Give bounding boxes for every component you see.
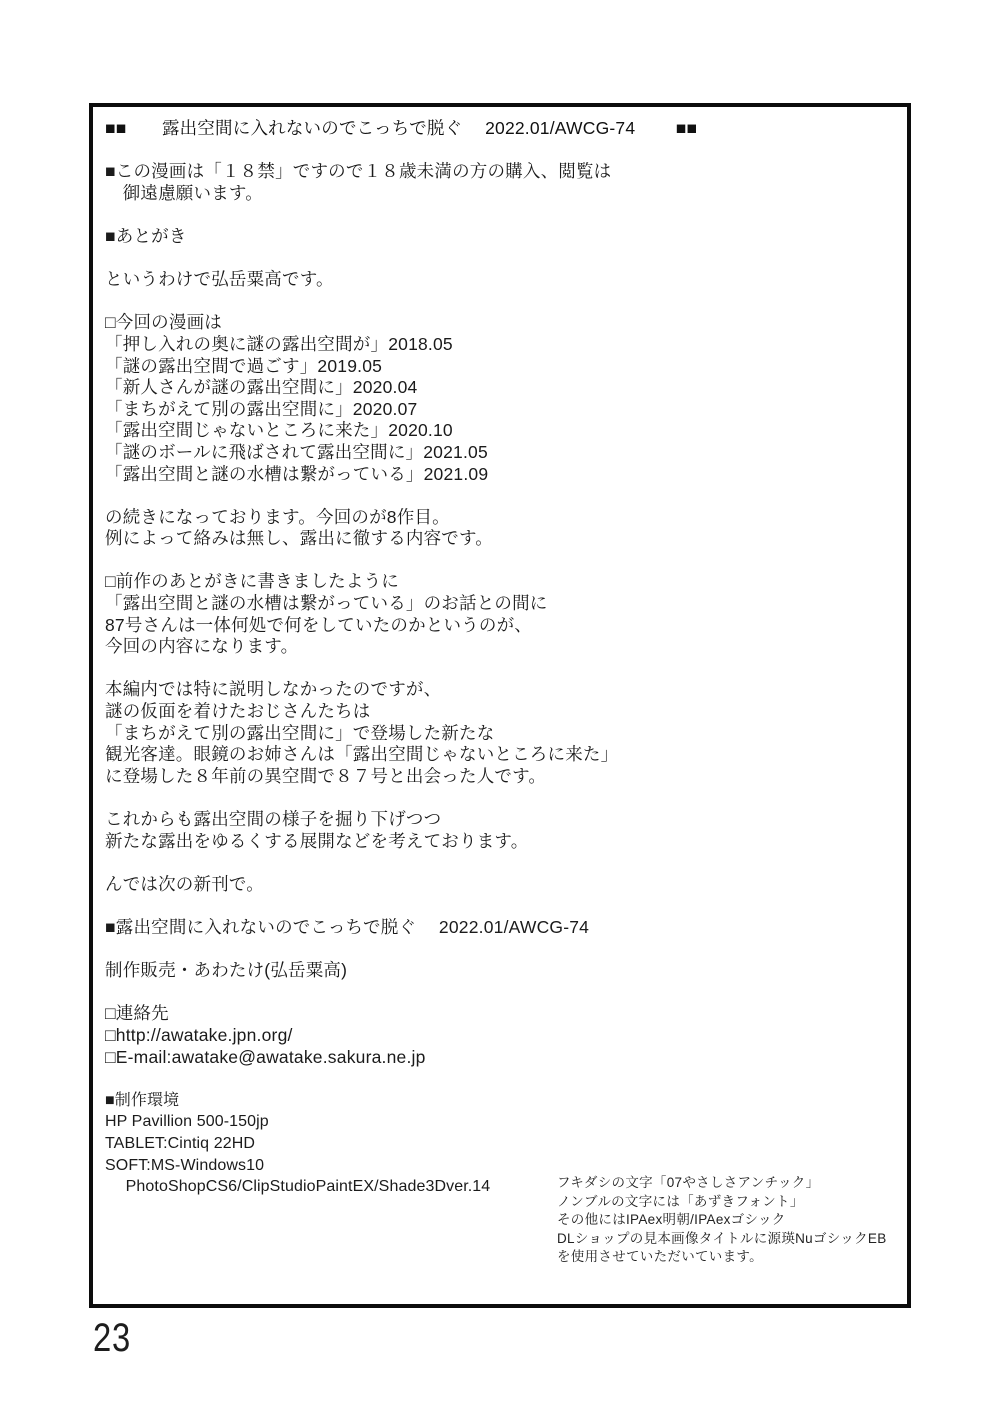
- text-line: んでは次の新刊で。: [105, 873, 264, 894]
- font-credit-line: ノンブルの文字には「あずきフォント」: [557, 1193, 804, 1209]
- production-line: ■制作環境: [105, 1091, 180, 1109]
- text-line: □http://awatake.jpn.org/: [105, 1024, 293, 1045]
- text-line: [105, 895, 893, 917]
- text-line: 「謎の露出空間で過ごす」2019.05: [105, 355, 383, 376]
- text-line: [105, 248, 893, 270]
- production-line: PhotoShopCS6/ClipStudioPaintEX/Shade3Dver.14: [105, 1178, 491, 1196]
- font-credit-line: DLショップの見本画像タイトルに源瑛NuゴシックEB: [557, 1230, 887, 1246]
- font-credits-block: [557, 1174, 902, 1267]
- text-line: 「まちがえて別の露出空間に」で登場した新たな: [105, 722, 495, 743]
- text-line: [105, 485, 893, 507]
- text-line: 新たな露出をゆるくする展開などを考えております。: [105, 830, 529, 851]
- text-line: 今回の内容になります。: [105, 636, 299, 657]
- font-credit-line: フキダシの文字「07やさしさアンチック」: [557, 1175, 820, 1190]
- text-line: [105, 204, 893, 226]
- text-line: というわけで弘岳粟高です。: [105, 269, 334, 290]
- text-line: 「押し入れの奥に謎の露出空間が」2018.05: [105, 333, 453, 354]
- page-title: ■■ 露出空間に入れないのでこっちで脱ぐ 2022.01/AWCG-74 ■■: [105, 118, 698, 138]
- text-line: □E-mail:awatake@awatake.sakura.ne.jp: [105, 1046, 426, 1067]
- font-credit-line: その他にはIPAex明朝/IPAexゴシック: [557, 1212, 786, 1228]
- page-number: 23: [93, 1316, 132, 1360]
- text-line: [105, 852, 893, 874]
- text-line: 87号さんは一体何処で何をしていたのかというのが、: [105, 614, 532, 635]
- text-line: ■この漫画は「１８禁」ですので１８歳未満の方の購入、閲覧は: [105, 161, 612, 182]
- afterword-body: [105, 140, 893, 1090]
- text-line: [105, 550, 893, 572]
- text-line: 御遠慮願います。: [105, 182, 263, 203]
- text-line: □前作のあとがきに書きましたように: [105, 571, 399, 592]
- text-line: [105, 1068, 893, 1090]
- text-line: 制作販売・あわたけ(弘岳粟高): [105, 960, 348, 981]
- text-line: 観光客達。眼鏡のお姉さんは「露出空間じゃないところに来た」: [105, 744, 619, 765]
- afterword-frame: [89, 103, 911, 1308]
- production-line: TABLET:Cintiq 22HD: [105, 1134, 256, 1152]
- text-line: [105, 787, 893, 809]
- text-line: 「露出空間と謎の水槽は繋がっている」2021.09: [105, 463, 489, 484]
- text-line: 「謎のボールに飛ばされて露出空間に」2021.05: [105, 441, 488, 462]
- text-line: [105, 982, 893, 1004]
- text-line: に登場した８年前の異空間で８７号と出会った人です。: [105, 765, 547, 786]
- text-line: □連絡先: [105, 1003, 169, 1024]
- text-line: □今回の漫画は: [105, 312, 222, 333]
- text-line: ■あとがき: [105, 225, 187, 246]
- text-line: [105, 140, 893, 162]
- production-line: SOFT:MS-Windows10: [105, 1156, 265, 1174]
- text-line: 本編内では特に説明しなかったのですが、: [105, 679, 442, 700]
- text-line: 「新人さんが謎の露出空間に」2020.04: [105, 377, 418, 398]
- text-line: 例によって絡みは無し、露出に徹する内容です。: [105, 528, 493, 549]
- text-line: 「露出空間と謎の水槽は繋がっている」のお話との間に: [105, 593, 548, 614]
- production-line: HP Pavillion 500-150jp: [105, 1113, 269, 1131]
- text-line: ■露出空間に入れないのでこっちで脱ぐ 2022.01/AWCG-74: [105, 916, 590, 937]
- text-line: これからも露出空間の様子を掘り下げつつ: [105, 809, 442, 829]
- text-line: 「露出空間じゃないところに来た」2020.10: [105, 420, 453, 441]
- text-line: [105, 291, 893, 313]
- font-credit-line: を使用させていただいています。: [557, 1249, 763, 1265]
- text-line: 「まちがえて別の露出空間に」2020.07: [105, 398, 418, 419]
- text-line: の続きになっております。今回のが8作目。: [105, 506, 450, 527]
- text-line: [105, 939, 893, 961]
- text-line: [105, 658, 893, 680]
- text-line: 謎の仮面を着けたおじさんたちは: [105, 701, 371, 722]
